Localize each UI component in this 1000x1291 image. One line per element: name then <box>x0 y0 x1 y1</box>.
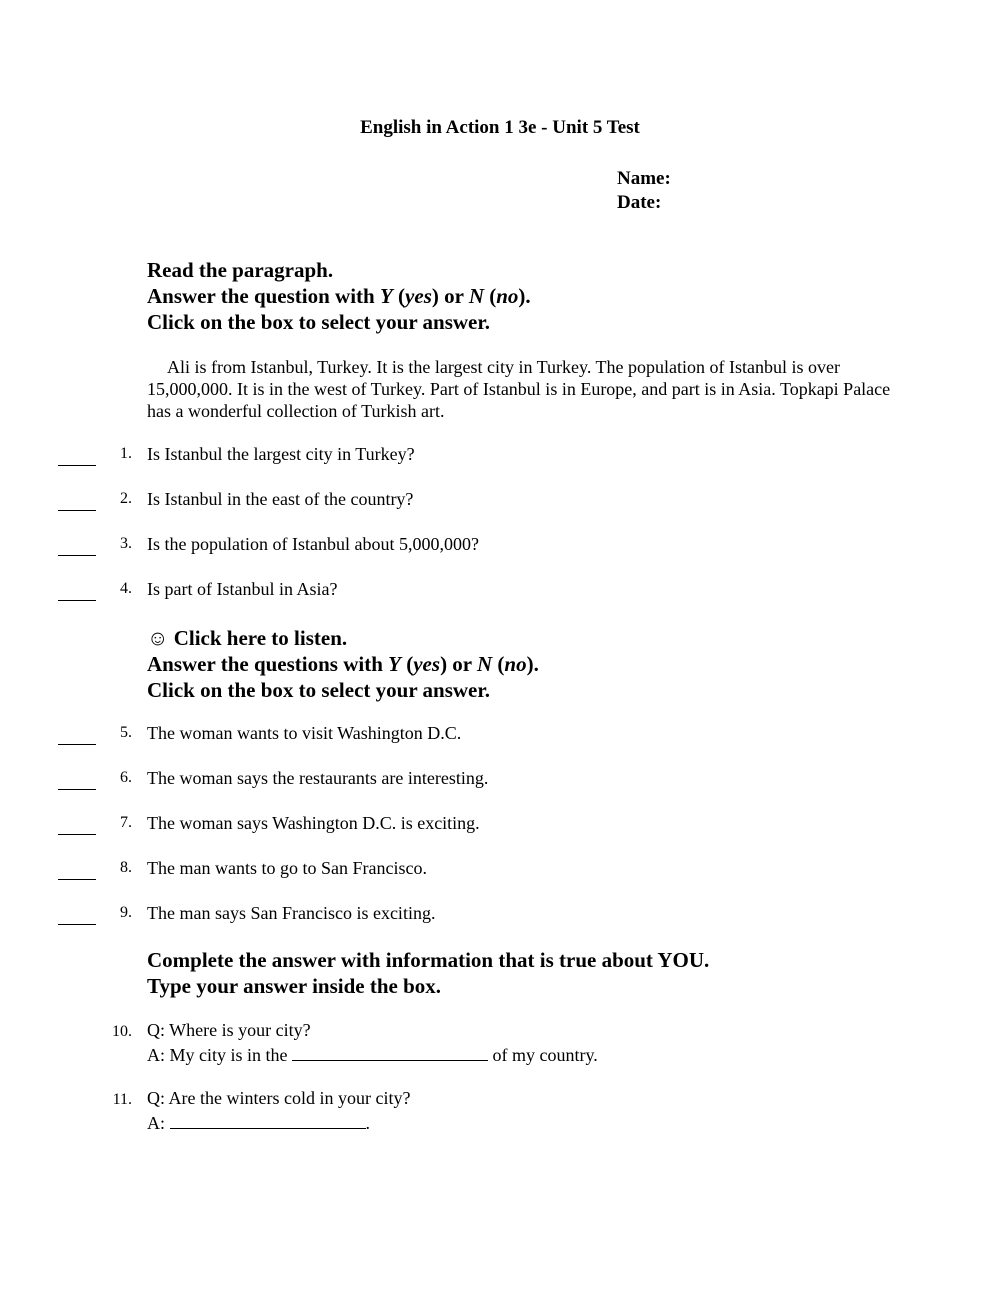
yes-letter: Y <box>379 284 393 308</box>
listen-link[interactable] <box>147 625 539 651</box>
open-answer-line <box>147 1042 598 1067</box>
question-number: 1. <box>120 445 132 462</box>
yes-word: yes <box>413 652 441 676</box>
listen-link-label: Click here to listen. <box>168 626 348 650</box>
answer-suffix: . <box>365 1113 370 1133</box>
section3-instructions <box>147 947 709 999</box>
question-number: 9. <box>120 904 132 921</box>
section1-line1: Read the paragraph. <box>147 258 334 282</box>
paragraph-text: Ali is from Istanbul, Turkey. It is the largest city in Turkey. The population of Istanbul is over 15,000,000. It is in the west of Turkey. Part of Istanbul is in Europe, and part is in Asia. Topkapi Palace has a wonderful collection of Turkish art. <box>147 357 891 421</box>
open-question-text: Q: Are the winters cold in your city? <box>147 1088 411 1108</box>
answer-input-10[interactable] <box>292 1042 488 1061</box>
question-number: 4. <box>120 580 132 597</box>
no-word: no <box>504 652 527 676</box>
section1-or: ) or <box>431 284 469 308</box>
no-letter: N <box>477 652 493 676</box>
open-question-text: Q: Where is your city? <box>147 1020 311 1040</box>
question-text: Is Istanbul the largest city in Turkey? <box>147 444 415 464</box>
question-number: 7. <box>120 814 132 831</box>
question-number: 3. <box>120 535 132 552</box>
reading-paragraph <box>147 356 917 422</box>
question-text: The man wants to go to San Francisco. <box>147 858 427 878</box>
question-number: 5. <box>120 724 132 741</box>
yes-letter: Y <box>388 652 401 676</box>
section2-line3: Click on the box to select your answer. <box>147 678 490 702</box>
question-text: The man says San Francisco is exciting. <box>147 903 436 923</box>
no-word: no <box>496 284 519 308</box>
question-text: The woman says Washington D.C. is exciting. <box>147 813 480 833</box>
question-row <box>0 903 1000 929</box>
question-number: 2. <box>120 490 132 507</box>
section1-paren: ( <box>483 284 497 308</box>
answer-prefix: A: <box>147 1113 170 1133</box>
question-text: The woman wants to visit Washington D.C. <box>147 723 462 743</box>
question-number: 6. <box>120 769 132 786</box>
section2-instructions <box>147 625 539 703</box>
question-row <box>0 534 1000 560</box>
yes-word: yes <box>405 284 432 308</box>
question-row <box>0 768 1000 794</box>
section2-paren: ( <box>400 652 414 676</box>
question-text: Is the population of Istanbul about 5,000,000? <box>147 534 479 554</box>
page-title: English in Action 1 3e - Unit 5 Test <box>360 117 640 138</box>
section2-paren-close: ). <box>526 652 539 676</box>
section2-line2-text: Answer the questions with <box>147 652 389 676</box>
section1-instructions <box>147 257 531 335</box>
section1-line2-text: Answer the question with <box>147 284 380 308</box>
question-text: The woman says the restaurants are interesting. <box>147 768 489 788</box>
name-label: Name: <box>617 168 671 189</box>
section1-line2 <box>147 283 531 309</box>
open-question-lines <box>147 1019 598 1067</box>
smiley-icon: ☺ <box>147 626 169 650</box>
answer-prefix: A: My city is in the <box>147 1045 292 1065</box>
question-row <box>0 813 1000 839</box>
no-letter: N <box>468 284 484 308</box>
question-text: Is Istanbul in the east of the country? <box>147 489 414 509</box>
question-row <box>0 723 1000 749</box>
date-label: Date: <box>617 192 662 213</box>
section2-paren: ( <box>492 652 505 676</box>
question-number: 8. <box>120 859 132 876</box>
section3-line1: Complete the answer with information that is true about YOU. <box>147 948 710 972</box>
section1-paren: ( <box>392 284 406 308</box>
question-number: 10. <box>112 1023 132 1040</box>
question-row <box>0 489 1000 515</box>
section1-paren-close: ). <box>518 284 531 308</box>
section3-line2: Type your answer inside the box. <box>147 974 442 998</box>
question-text: Is part of Istanbul in Asia? <box>147 579 338 599</box>
answer-input-11[interactable] <box>170 1110 366 1129</box>
open-answer-line <box>147 1110 410 1135</box>
question-number: 11. <box>112 1091 132 1108</box>
section2-or: ) or <box>440 652 477 676</box>
question-row <box>0 579 1000 605</box>
section1-line3: Click on the box to select your answer. <box>147 310 490 334</box>
question-row <box>0 858 1000 884</box>
open-question-lines <box>147 1087 410 1135</box>
answer-suffix: of my country. <box>488 1045 598 1065</box>
question-row <box>0 444 1000 470</box>
section2-line2 <box>147 651 539 677</box>
